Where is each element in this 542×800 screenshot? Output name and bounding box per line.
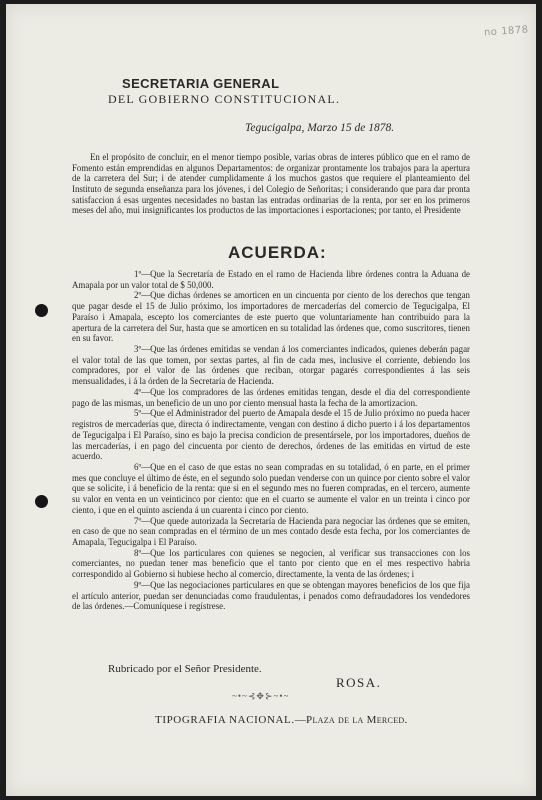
clause: 5º—Que el Administrador del puerto de Amapala desde el 15 de Julio próximo no pueda hacer registros de mercaderías que, directa ó indirectamente, vengan con destino á dicho puerto i á los departamentos de Tegucigalpa i El Paraíso, sino es bajo la precisa condicion de presentársele, por los importadores, dueños de las mercaderías, i en pago del cincuenta por ciento de derechos, órdenes de las emitidas en virtud de este acuerdo. bbox=[72, 408, 470, 462]
preamble-paragraph: En el propósito de concluir, en el menor tiempo posible, varias obras de interes público que en el ramo de Fomento están emprendidas en algunos Departamentos: de organizar prontamente los trabajos para la apertura de la carretera del Sur; i de atender cumplidamente á los muchos gastos que requiere el planteamiento del Instituto de segunda enseñanza para los jóvenes, i del Colegio de Señoritas; i considerando que para dar pronta satisfaccion á esas urgentes necesidades no bastan las entradas ordinarias de la renta, por ser en los primeros meses del año, mui insignificantes los productos de las importaciones i esportaciones; por tanto, el Presidente bbox=[72, 152, 470, 216]
clause: 8º—Que los particulares con quienes se negocien, al verificar sus transacciones con los comerciantes, no puedan tener mas beneficio que el tanto por ciento que en el mes respectivo habria correspondido al Gobierno si hubiese hecho al comercio, directamente, la venta de las órdenes; i bbox=[72, 547, 470, 580]
clause: 1º—Que la Secretaría de Estado en el ramo de Hacienda libre órdenes contra la Aduana de Amapala por un valor total de $ 50,000. bbox=[72, 269, 470, 290]
punch-hole-upper bbox=[35, 304, 48, 317]
pencil-annotation: no 1878 bbox=[483, 24, 529, 39]
clause: 6º—Que en el caso de que estas no sean compradas en su totalidad, ó en parte, en el primer mes que concluye el último de éste, en el segundo solo puedan venderse con un quince por ciento sobre el valor que se solicite, i á beneficio de la renta: que si en el segundo mes no fueren compradas, en el tercero, aumente su valor en venta en un veinticinco por ciento: que en el cuarto se aumente el valor en un treinta i cinco por ciento, i que en el quinto ascienda á un cuarenta i cinco por ciento. bbox=[72, 461, 470, 515]
acuerda-heading: ACUERDA: bbox=[228, 243, 327, 262]
printer-place: —Plaza de la Merced. bbox=[294, 714, 408, 726]
clause: 3º—Que las órdenes emitidas se vendan á los comerciantes indicados, quienes deberán pagar el valor total de las que tomen, por sextas partes, al fin de cada mes, inclusive el corriente, debiendo los compradores, por el valor de las órdenes que reciban, otorgar pagarés correspondientes á las seis mensualidades, i á la órden de la Secretaría de Hacienda. bbox=[72, 344, 470, 387]
document-page bbox=[6, 4, 536, 796]
ornament-divider: ~•~⊰✥⊱~•~ bbox=[232, 691, 290, 701]
signature-name: ROSA. bbox=[336, 675, 382, 690]
document-date: Tegucigalpa, Marzo 15 de 1878. bbox=[245, 122, 395, 134]
clauses-list bbox=[72, 269, 470, 612]
punch-hole-lower bbox=[35, 495, 48, 508]
printer-name: TIPOGRAFIA NACIONAL. bbox=[155, 714, 295, 726]
rubric-line: Rubricado por el Señor Presidente. bbox=[108, 663, 262, 675]
clause: 2º—Que dichas órdenes se amorticen en un cincuenta por ciento de los derechos que tengan que pagar desde el 15 de Julio próximo, los importadores de mercaderías del comercio de Tegucigalpa, El Paraíso i Amapala, escepto los comerciantes de este puerto que voluntariamente han contribuido para la apertura de la carretera del Sur, hasta que se amorticen en su totalidad las órdenes que, como suscritores, tienen en su favor. bbox=[72, 290, 470, 344]
header-gobierno: DEL GOBIERNO CONSTITUCIONAL. bbox=[108, 92, 341, 106]
header-secretaria: SECRETARIA GENERAL bbox=[122, 76, 280, 91]
clause: 4º—Que los compradores de las órdenes emitidas tengan, desde el dia del correspondiente pago de las mismas, un beneficio de un uno por ciento mensual hasta la fecha de la amortizacion. bbox=[72, 386, 470, 408]
clause: 7º—Que quede autorizada la Secretaría de Hacienda para negociar las órdenes que se emiten, en caso de que no sean compradas en el término de un mes contado desde esta fecha, por los comerciantes de Amapala, Tegucigalpa i El Paraíso. bbox=[72, 515, 470, 547]
clause: 9º—Que las negociaciones particulares en que se obtengan mayores beneficios de los que fija el artículo anterior, puedan ser denunciadas como fraudulentas, i penados como defraudadores los vendedores de las órdenes.—Comuníquese i regístrese. bbox=[72, 579, 470, 612]
printer-footer bbox=[155, 714, 408, 726]
